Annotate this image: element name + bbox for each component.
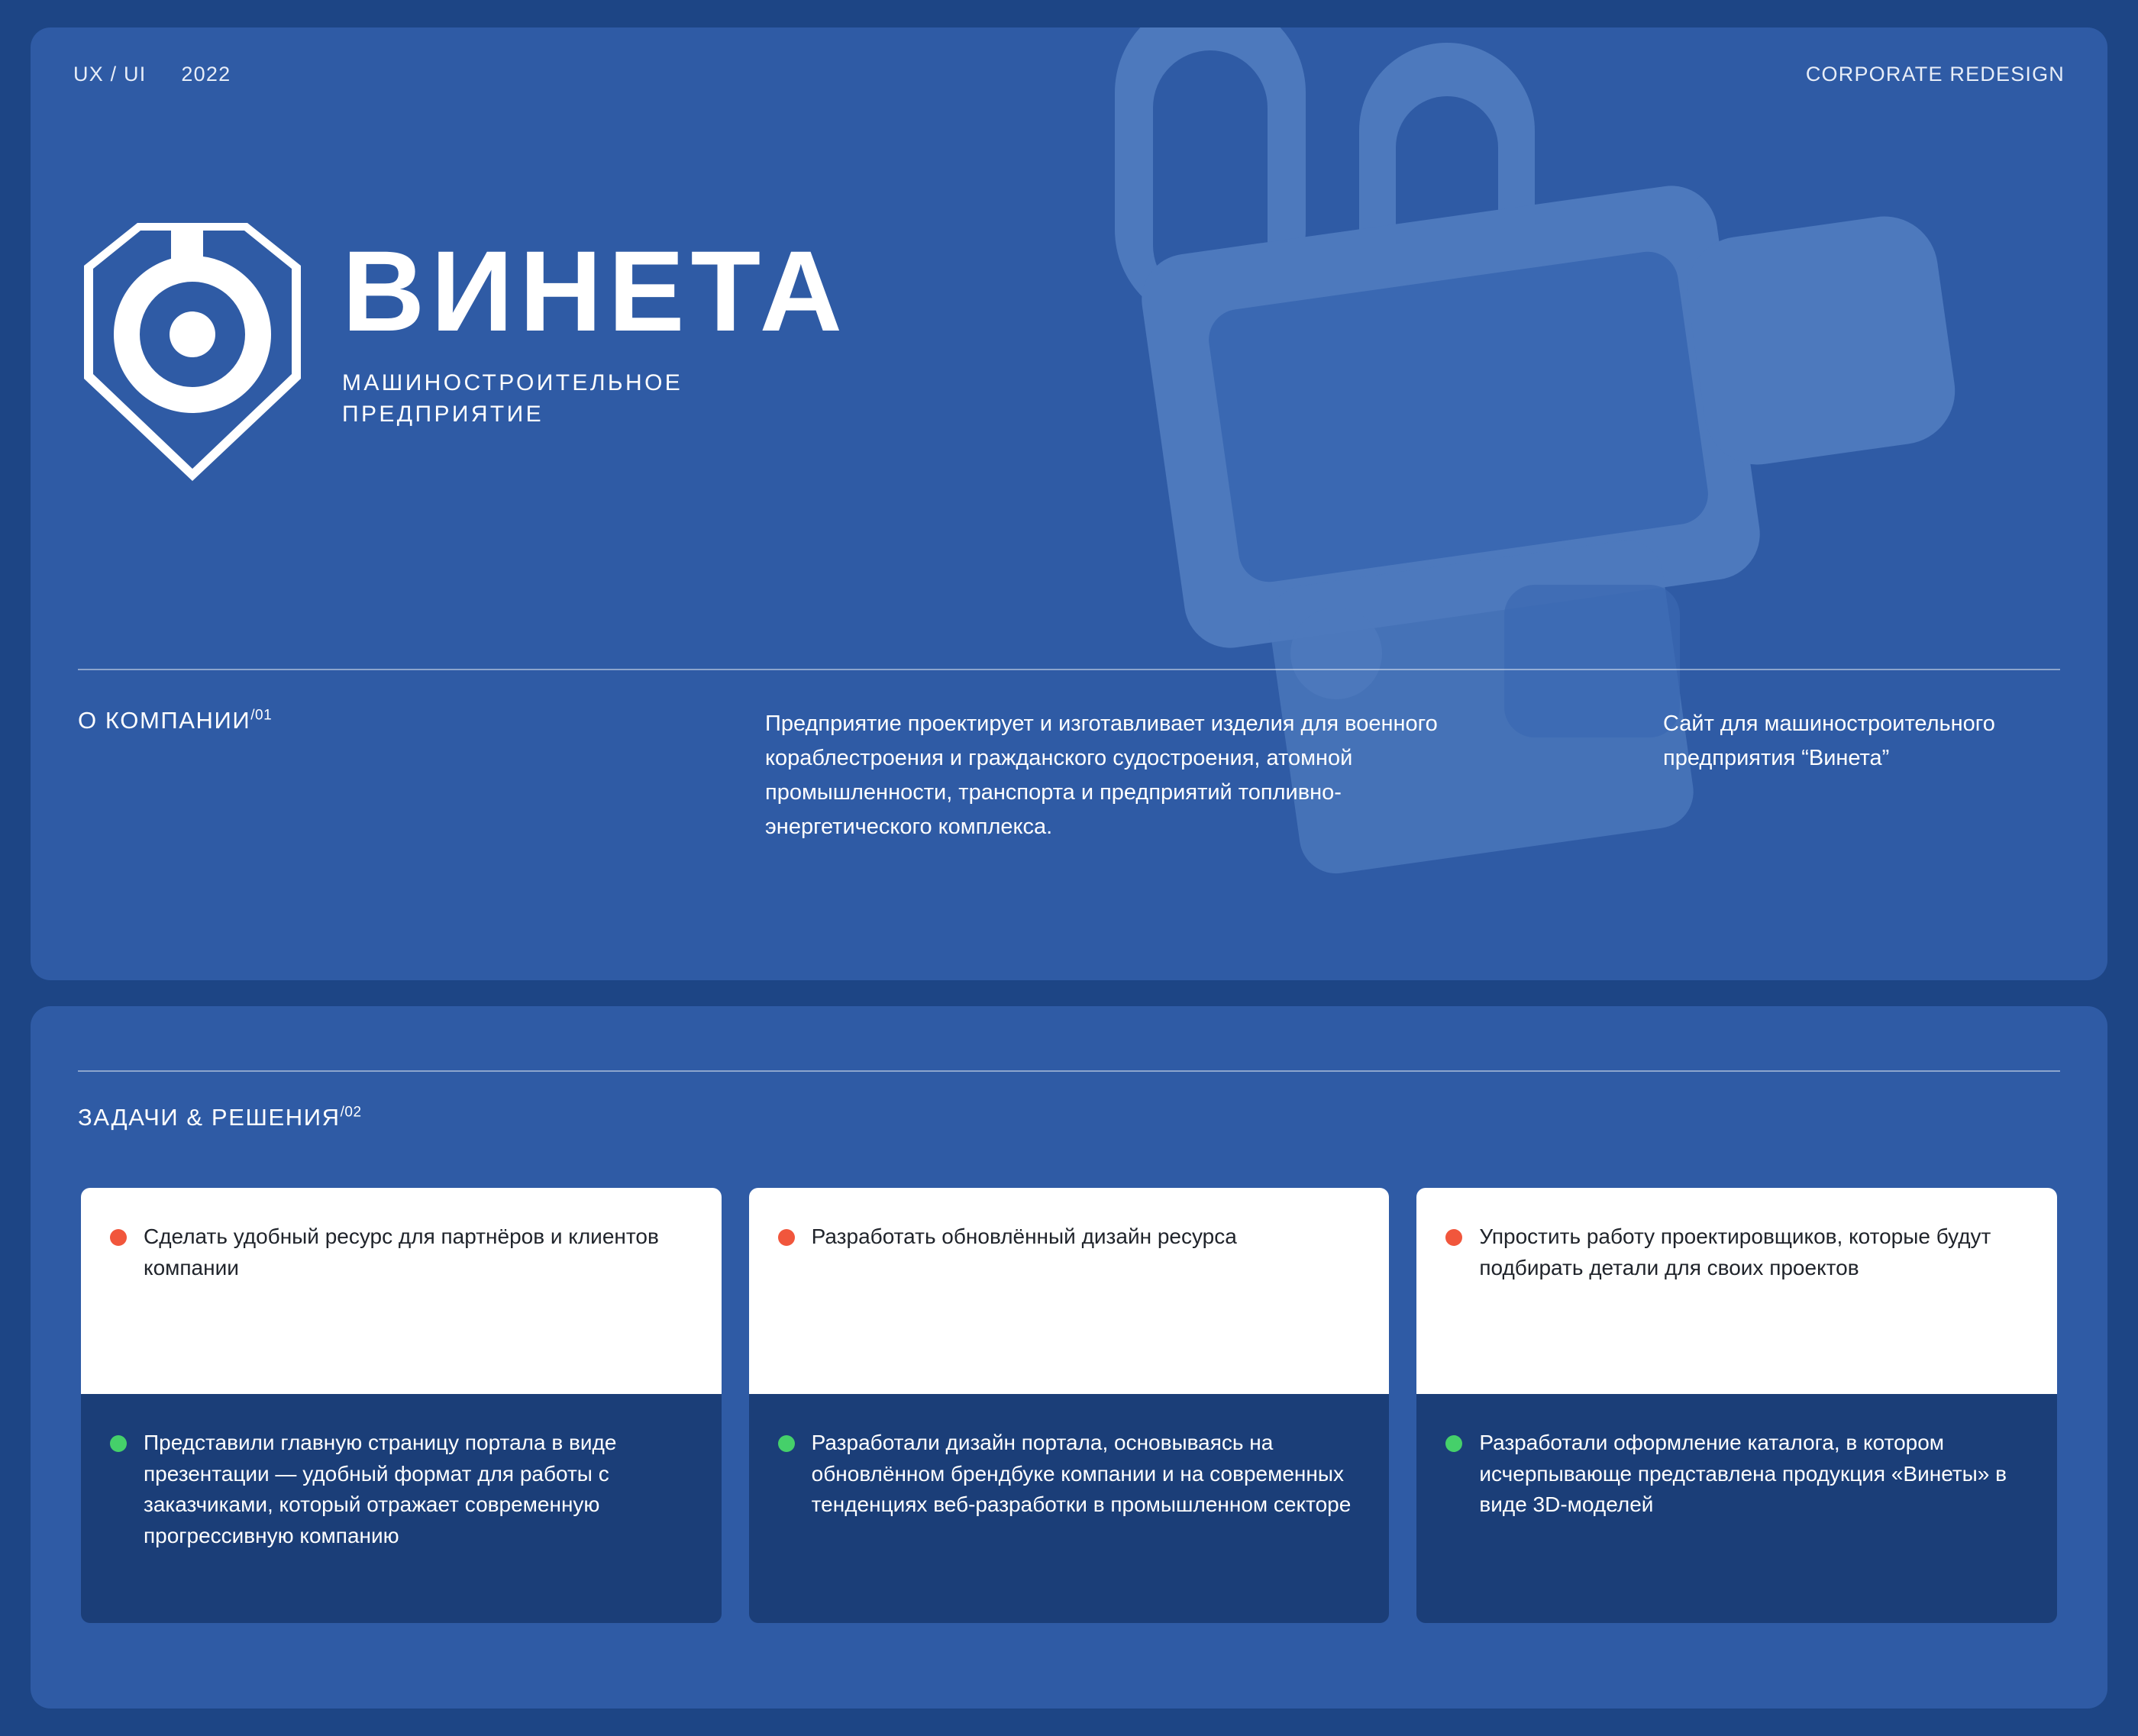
- hero-card: [31, 27, 2107, 980]
- solution-card: [1416, 1394, 2057, 1623]
- about-title-text: О КОМПАНИИ: [78, 707, 251, 734]
- task-bullet-icon: [1445, 1229, 1462, 1246]
- brand-tagline-line-1: МАШИНОСТРОИТЕЛЬНОЕ: [342, 370, 683, 395]
- label-year: 2022: [181, 63, 231, 86]
- task-card: [1416, 1188, 2057, 1394]
- tasks-card: [31, 1006, 2107, 1709]
- task-text: Упростить работу проектировщиков, которые будут подбирать детали для своих проектов: [1479, 1225, 1991, 1279]
- task-bullet-icon: [778, 1229, 795, 1246]
- task-bullet-icon: [110, 1229, 127, 1246]
- about-section: [78, 707, 2060, 844]
- task-solution-column: [749, 1188, 1390, 1623]
- task-solution-column: [81, 1188, 722, 1623]
- solution-text: Представили главную страницу портала в виде презентации — удобный формат для работы с заказчиками, который отражает современную прогрессивную компанию: [144, 1431, 617, 1547]
- vineta-hexagon-logo-icon: [81, 218, 302, 484]
- tasks-section-number: /02: [340, 1104, 362, 1121]
- solution-card: [749, 1394, 1390, 1623]
- about-aside: Сайт для машиностроительного предприятия “Винета”: [1663, 712, 1995, 770]
- tasks-solutions-grid: [81, 1188, 2057, 1623]
- about-section-number: /01: [250, 707, 273, 724]
- task-text: Сделать удобный ресурс для партнёров и клиентов компании: [144, 1225, 659, 1279]
- tasks-title-text: ЗАДАЧИ & РЕШЕНИЯ: [78, 1104, 341, 1131]
- about-description: Предприятие проектирует и изготавливает изделия для военного кораблестроения и гражданского судостроения, атомной промышленности, транспорта и предприятий топливно-энергетического комплекса.: [765, 712, 1438, 839]
- brand-name: ВИНЕТА: [342, 227, 849, 355]
- task-card: [749, 1188, 1390, 1394]
- about-section-title: [78, 707, 765, 734]
- solution-bullet-icon: [778, 1435, 795, 1452]
- solution-card: [81, 1394, 722, 1623]
- hero-topbar: [73, 63, 2065, 86]
- task-text: Разработать обновлённый дизайн ресурса: [811, 1225, 1237, 1248]
- solution-bullet-icon: [1445, 1435, 1462, 1452]
- task-card: [81, 1188, 722, 1394]
- hero-divider: [78, 669, 2060, 670]
- brand-lockup: [81, 218, 848, 484]
- solution-text: Разработали оформление каталога, в котором исчерпывающе представлена продукция «Винеты» в виде 3D-моделей: [1479, 1431, 2007, 1517]
- task-solution-column: [1416, 1188, 2057, 1623]
- tasks-divider: [78, 1070, 2060, 1072]
- tasks-section-title: [78, 1104, 362, 1131]
- solution-bullet-icon: [110, 1435, 127, 1452]
- label-project-type: CORPORATE REDESIGN: [1805, 63, 2065, 86]
- solution-text: Разработали дизайн портала, основываясь на обновлённом брендбуке компании и на современных тенденциях веб-разработки в промышленном секторе: [811, 1431, 1352, 1517]
- brand-tagline-line-2: ПРЕДПРИЯТИЕ: [342, 401, 544, 427]
- label-discipline: UX / UI: [73, 63, 147, 86]
